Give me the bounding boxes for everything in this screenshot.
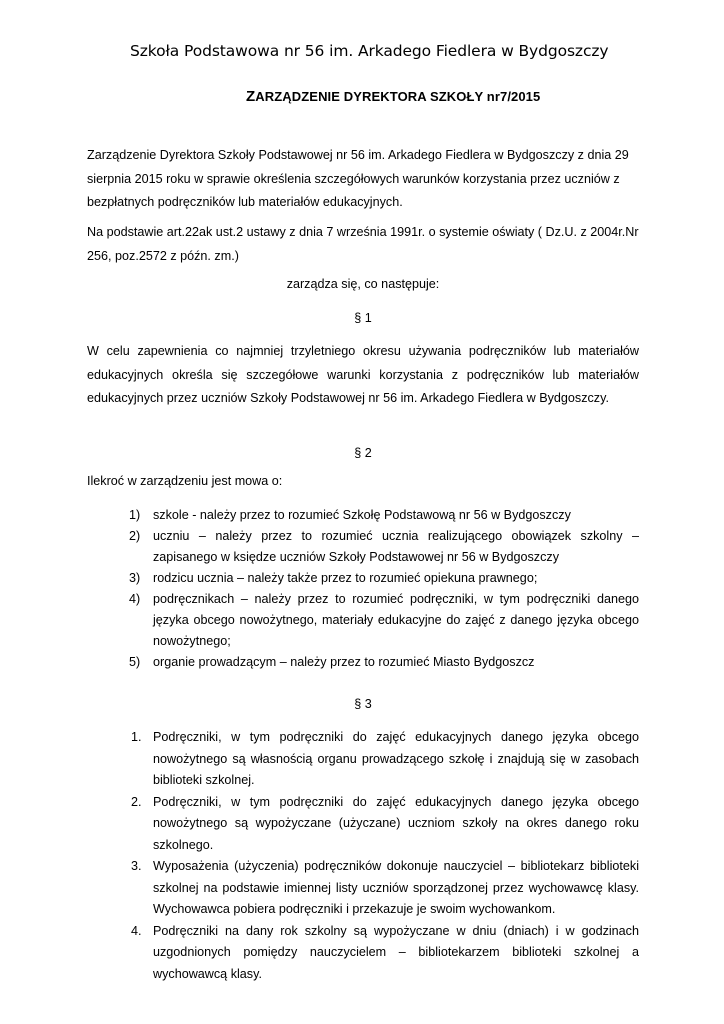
list-item [87,568,639,589]
definitions-list [87,505,639,673]
list-item [87,652,639,673]
list-item-text: Podręczniki na dany rok szkolny są wypożyczane w dniu (dniach) i w godzinach uzgodnionych pomiędzy nauczycielem – bibliotekarzem biblioteki szkolnej a wychowawcą klasy. [153,923,639,981]
list-item-number: 1. [131,730,142,744]
list-item-text: uczniu – należy przez to rozumieć ucznia realizującego obowiązek szkolny – zapisanego w księdze uczniów Szkoły Podstawowej nr 56 w Bydgoszczy [153,529,639,564]
section-3-heading: § 3 [354,697,372,711]
page-header: Szkoła Podstawowa nr 56 im. Arkadego Fiedlera w Bydgoszczy [130,42,609,60]
list-item-text: Wyposażenia (użyczenia) podręczników dokonuje nauczyciel – bibliotekarz biblioteki szkolnej na podstawie imiennej listy uczniów sporządzonej przez wychowawcę klasy. Wychowawca pobiera podręczniki i przekazuje je swoim wychowankom. [153,859,639,916]
list-item [87,792,639,857]
list-item-number: 2. [131,794,142,809]
list-item-text: rodzicu ucznia – należy także przez to rozumieć opiekuna prawnego; [153,571,538,585]
title-rest: ARZĄDZENIE DYREKTORA SZKOŁY nr7/2015 [255,89,541,104]
list-item-number: 3) [129,571,141,585]
list-item-text: podręcznikach – należy przez to rozumieć podręczniki, w tym podręczniki danego języka obcego nowożytnego, materiały edukacyjne do zajęć z danego języka obcego nowożytnego; [153,592,639,648]
list-item [87,505,639,526]
list-item [87,727,639,792]
list-item [87,589,639,652]
list-item-text: Podręczniki, w tym podręczniki do zajęć edukacyjnych danego języka obcego nowożytnego są własnością organu prowadzącego szkołę i znajdują się w zasobach biblioteki szkolnej. [153,730,639,787]
section-2-lead: Ilekroć w zarządzeniu jest mowa o: [87,474,283,488]
list-item [87,921,639,986]
decree-line: zarządza się, co następuje: [286,277,440,291]
list-item-number: 4. [131,923,142,938]
section-1-text: W celu zapewnienia co najmniej trzyletniego okresu używania podręczników lub materiałów edukacyjnych określa się szczegółowe warunki korzystania z podręczników lub materiałów edukacyjnych przez uczniów Szkoły Podstawowej nr 56 im. Arkadego Fiedlera w Bydgoszczy. [87,344,639,405]
section-2-heading: § 2 [354,446,372,460]
list-item-text: organie prowadzącym – należy przez to rozumieć Miasto Bydgoszcz [153,655,535,669]
document-title [246,88,540,105]
list-item-number: 1) [129,508,141,522]
textbook-rules-list [87,727,639,985]
section-1-heading: § 1 [354,311,372,325]
list-item-number: 3. [131,859,142,873]
intro-paragraph: Zarządzenie Dyrektora Szkoły Podstawowej nr 56 im. Arkadego Fiedlera w Bydgoszczy z dnia 29 sierpnia 2015 roku w sprawie określenia szczegółowych warunków korzystania przez uczniów z bezpłatnych podręczników lub materiałów edukacyjnych. [87,148,629,209]
list-item-number: 5) [129,655,141,669]
title-first-letter: Z [246,88,256,105]
list-item [87,526,639,568]
list-item-text: szkole - należy przez to rozumieć Szkołę Podstawową nr 56 w Bydgoszczy [153,508,571,522]
list-item-number: 4) [129,592,141,606]
list-item-number: 2) [129,529,141,543]
list-item [87,856,639,921]
list-item-text: Podręczniki, w tym podręczniki do zajęć edukacyjnych danego języka obcego nowożytnego są wypożyczane (użyczane) uczniom szkoły na okres danego roku szkolnego. [153,794,639,852]
legal-basis-paragraph: Na podstawie art.22ak ust.2 ustawy z dnia 7 września 1991r. o systemie oświaty ( Dz.U. z 2004r.Nr 256, poz.2572 z późn. zm.) [87,225,639,263]
